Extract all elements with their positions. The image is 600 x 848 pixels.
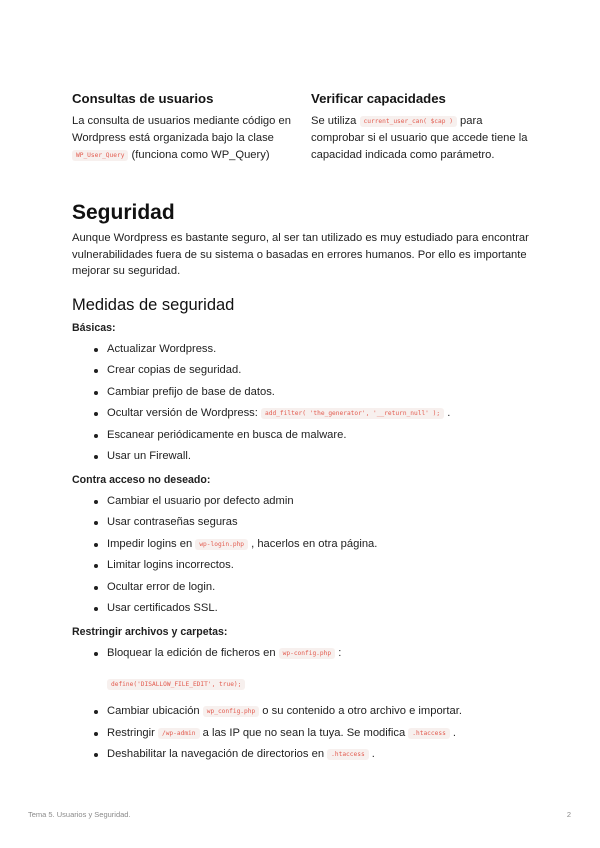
inline-code: wp-login.php <box>195 539 248 550</box>
two-column-section <box>72 90 532 164</box>
list-item: Escanear periódicamente en busca de malware. <box>107 425 532 447</box>
capabilities-column <box>311 90 532 164</box>
list-item: Cambiar prefijo de base de datos. <box>107 382 532 404</box>
list-item: Limitar logins incorrectos. <box>107 555 532 577</box>
list-item: Restringir /wp-admin a las IP que no sean la tuya. Se modifica .htaccess . <box>107 723 532 745</box>
inline-code: wp_config.php <box>203 706 259 717</box>
basic-measures-list <box>72 339 532 468</box>
user-queries-text: La consulta de usuarios mediante código en Wordpress está organizada bajo la clase WP_User_Query (funciona como WP_Query) <box>72 115 291 161</box>
list-item: Usar certificados SSL. <box>107 598 532 620</box>
restrict-files-list <box>72 643 532 665</box>
capabilities-text: Se utiliza current_user_can( $cap ) para comprobar si el usuario que accede tiene la capacidad indicada como parámetro. <box>311 115 528 161</box>
footer-chapter-title: Tema 5. Usuarios y Seguridad. <box>28 810 131 819</box>
inline-code: define('DISALLOW_FILE_EDIT', true); <box>107 679 245 690</box>
list-item: Impedir logins en wp-login.php , hacerlos en otra página. <box>107 534 532 556</box>
list-item: Bloquear la edición de ficheros en wp-config.php : <box>107 643 532 665</box>
list-item: Crear copias de seguridad. <box>107 360 532 382</box>
list-item: Ocultar versión de Wordpress: add_filter( 'the_generator', '__return_null' ); . <box>107 403 532 425</box>
list-item: Cambiar el usuario por defecto admin <box>107 491 532 513</box>
security-section <box>72 199 532 766</box>
inline-code: .htaccess <box>327 749 369 760</box>
list-item: Usar contraseñas seguras <box>107 512 532 534</box>
user-queries-column <box>72 90 296 164</box>
inline-code: /wp-admin <box>158 728 200 739</box>
security-intro: Aunque Wordpress es bastante seguro, al ser tan utilizado es muy estudiado para encontrar vulnerabilidades fuera de su sistema o basadas en errores humanos. Por ello es importante mejorar su seguridad. <box>72 232 529 277</box>
list-item: Cambiar ubicación wp_config.php o su contenido a otro archivo e importar. <box>107 701 532 723</box>
security-measures-heading: Medidas de seguridad <box>72 295 235 314</box>
footer-page-number: 2 <box>566 810 571 819</box>
inline-code: current_user_can( $cap ) <box>360 116 457 127</box>
inline-code: .htaccess <box>408 728 450 739</box>
restrict-files-title: Restringir archivos y carpetas: <box>72 625 228 638</box>
restrict-files-list-continued <box>72 701 532 766</box>
list-item: Actualizar Wordpress. <box>107 339 532 361</box>
inline-code: add_filter( 'the_generator', '__return_null' ); <box>261 408 444 419</box>
unwanted-access-title: Contra acceso no deseado: <box>72 473 211 486</box>
basic-measures-title: Básicas: <box>72 321 116 334</box>
inline-code: wp-config.php <box>279 648 335 659</box>
capabilities-heading: Verificar capacidades <box>311 91 446 106</box>
unwanted-access-list <box>72 491 532 620</box>
security-heading: Seguridad <box>72 201 175 224</box>
inline-code: WP_User_Query <box>72 150 128 161</box>
code-block <box>107 670 532 699</box>
list-item: Usar un Firewall. <box>107 446 532 468</box>
list-item: Ocultar error de login. <box>107 577 532 599</box>
list-item: Deshabilitar la navegación de directorios en .htaccess . <box>107 744 532 766</box>
user-queries-heading: Consultas de usuarios <box>72 91 214 106</box>
